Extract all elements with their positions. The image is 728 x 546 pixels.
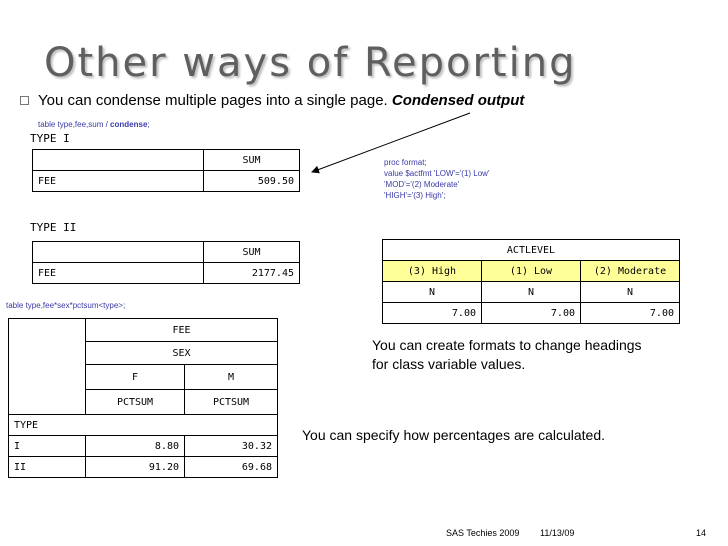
table1-row-label: FEE	[33, 171, 204, 192]
table4-corner	[9, 319, 86, 415]
code-condense	[38, 120, 150, 129]
code-condense-suffix: ;	[147, 120, 150, 129]
proc-line: 'MOD'='(2) Moderate'	[384, 180, 460, 189]
table4-row-header: TYPE	[9, 415, 278, 436]
table3-stat: N	[482, 282, 581, 303]
table4-cell: 91.20	[86, 457, 185, 478]
table-type-2	[32, 241, 300, 284]
footer-date: 11/13/09	[540, 528, 575, 538]
subtitle-text: You can condense multiple pages into a single page.	[38, 92, 388, 109]
note-formats	[372, 336, 642, 374]
footer-org: SAS Techies 2009	[446, 528, 520, 538]
table3-stat: N	[383, 282, 482, 303]
table3-stat: N	[581, 282, 680, 303]
subtitle	[38, 92, 524, 109]
table-type-1	[32, 149, 300, 192]
table2-value: 2177.45	[204, 263, 300, 284]
code-condense-prefix: table type,fee,sum /	[38, 120, 111, 129]
table3-value: 7.00	[383, 303, 482, 324]
code-condense-keyword: condense	[110, 120, 148, 129]
proc-line: proc format;	[384, 158, 427, 167]
footer-page-number: 14	[696, 528, 707, 538]
note-formats-line: for class variable values.	[372, 356, 526, 372]
table3-value: 7.00	[581, 303, 680, 324]
proc-line: value $actfmt 'LOW'='(1) Low'	[384, 169, 490, 178]
table4-cell: 30.32	[185, 436, 278, 457]
table4-row-label: II	[9, 457, 86, 478]
table4-class-header: SEX	[86, 342, 278, 365]
table4-level: F	[86, 365, 185, 390]
note-percentages: You can specify how percentages are calculated.	[302, 427, 606, 443]
proc-format-code	[384, 157, 489, 201]
table4-cell: 69.68	[185, 457, 278, 478]
table1-col-header: SUM	[204, 150, 300, 171]
table1-corner	[33, 150, 204, 171]
table4-stat: PCTSUM	[185, 390, 278, 415]
table3-top-header: ACTLEVEL	[383, 240, 680, 261]
table3-level: (1) Low	[482, 261, 581, 282]
table3-level: (3) High	[383, 261, 482, 282]
proc-line: 'HIGH'='(3) High';	[384, 191, 446, 200]
table-actlevel	[382, 239, 680, 324]
table-fee-sex-pctsum	[8, 318, 278, 478]
table3-level: (2) Moderate	[581, 261, 680, 282]
table2-corner	[33, 242, 204, 263]
table4-cell: 8.80	[86, 436, 185, 457]
note-formats-line: You can create formats to change headings	[372, 337, 642, 353]
table3-value: 7.00	[482, 303, 581, 324]
bullet-icon	[20, 96, 29, 105]
table4-var-header: FEE	[86, 319, 278, 342]
subtitle-bold: Condensed output	[391, 92, 525, 109]
table2-heading: TYPE II	[30, 221, 77, 234]
table4-level: M	[185, 365, 278, 390]
page-title: Other ways of Reporting	[44, 40, 577, 86]
table2-col-header: SUM	[204, 242, 300, 263]
table4-stat: PCTSUM	[86, 390, 185, 415]
table2-row-label: FEE	[33, 263, 204, 284]
table1-value: 509.50	[204, 171, 300, 192]
code-pctsum: table type,fee*sex*pctsum<type>;	[6, 301, 126, 310]
table1-heading: TYPE I	[30, 132, 70, 145]
table4-row-label: I	[9, 436, 86, 457]
